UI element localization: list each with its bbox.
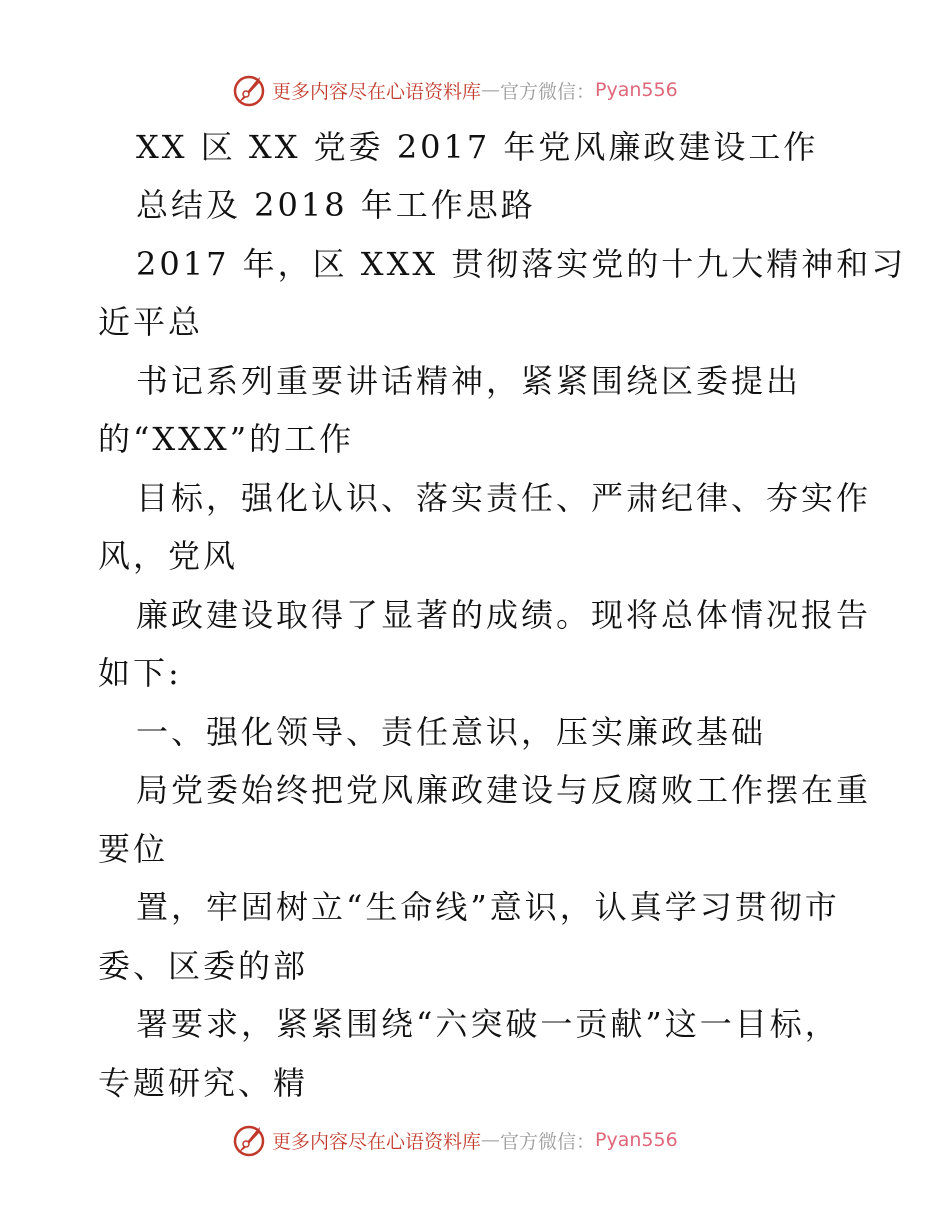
- watermark-label: 官方微信：: [500, 1130, 596, 1153]
- watermark-main-text: 更多内容尽在心语资料库: [272, 80, 482, 103]
- doc-line: 局党委始终把党风廉政建设与反腐败工作摆在重: [136, 771, 872, 809]
- watermark-wechat-id: Pyan556: [595, 79, 678, 101]
- quill-pen-logo-icon: [232, 73, 266, 107]
- doc-line: 置，牢固树立“生命线”意识，认真学习贯彻市: [136, 888, 840, 926]
- doc-line: 要位: [98, 830, 169, 868]
- doc-line: 近平总: [98, 303, 204, 341]
- watermark-separator: —: [481, 1129, 501, 1151]
- quill-pen-logo-icon: [232, 1123, 266, 1157]
- watermark-wechat-id: Pyan556: [595, 1129, 678, 1151]
- watermark-separator: —: [481, 79, 501, 101]
- footer-watermark: [232, 1120, 678, 1160]
- doc-section-heading: 一、强化领导、责任意识，压实廉政基础: [136, 713, 767, 751]
- watermark-main-text: 更多内容尽在心语资料库: [272, 1130, 482, 1153]
- doc-line: 的“XXX”的工作: [98, 420, 355, 458]
- doc-line: 2017 年，区 XXX 贯彻落实党的十九大精神和习: [136, 245, 907, 283]
- doc-line: 风，党风: [98, 537, 239, 575]
- watermark-label: 官方微信：: [500, 80, 596, 103]
- doc-line: 委、区委的部: [98, 947, 309, 985]
- doc-line: 署要求，紧紧围绕“六突破一贡献”这一目标，: [136, 1005, 840, 1043]
- doc-line: 如下:: [98, 654, 182, 692]
- doc-title-line-2: 总结及 2018 年工作思路: [136, 186, 536, 224]
- doc-line: 廉政建设取得了显著的成绩。现将总体情况报告: [136, 596, 872, 634]
- doc-line: 专题研究、精: [98, 1064, 309, 1102]
- header-watermark: [232, 70, 678, 110]
- doc-title-line-1: XX 区 XX 党委 2017 年党风廉政建设工作: [136, 128, 819, 166]
- doc-line: 目标，强化认识、落实责任、严肃纪律、夯实作: [136, 479, 872, 517]
- doc-line: 书记系列重要讲话精神，紧紧围绕区委提出: [136, 362, 802, 400]
